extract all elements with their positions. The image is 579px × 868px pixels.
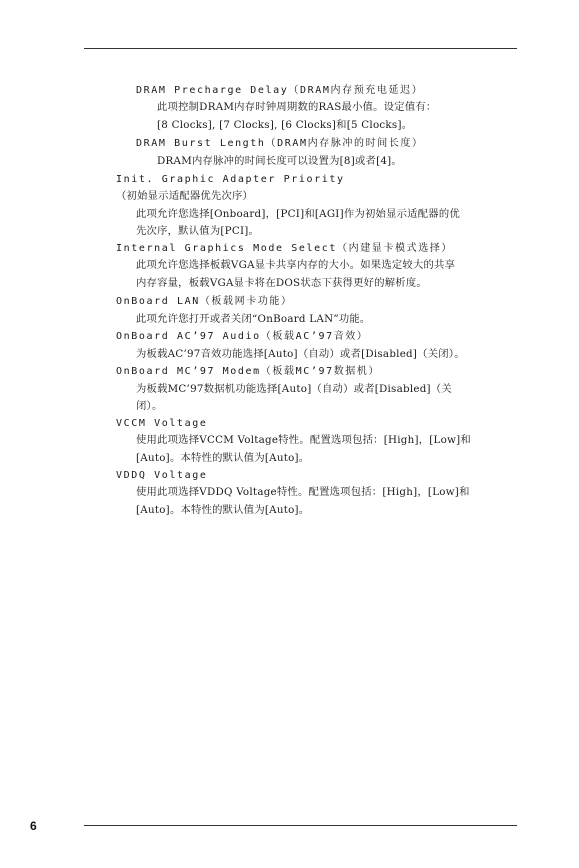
section-heading-line: VDDQ Voltage	[116, 470, 208, 481]
body-text-line: [Auto]。本特性的默认值为[Auto]。	[136, 504, 310, 516]
body-text-line: 使用此项选择VCCM Voltage特性。配置选项包括：[High]，[Low]和	[136, 434, 471, 446]
section-heading-line: DRAM Burst Length（DRAM内存脉冲的时间长度）	[136, 138, 424, 149]
body-text-line: [Auto]。本特性的默认值为[Auto]。	[136, 452, 310, 464]
body-text-line: 此项允许您打开或者关闭“OnBoard LAN”功能。	[136, 313, 371, 325]
bottom-rule	[84, 825, 517, 826]
page-number: 6	[30, 819, 37, 833]
body-text-line: 为板载MC’97数据机功能选择[Auto]（自动）或者[Disabled]（关	[136, 383, 452, 395]
body-text-line: 此项控制DRAM内存时钟周期数的RAS最小值。设定值有：	[157, 101, 437, 113]
body-text-line: 使用此项选择VDDQ Voltage特性。配置选项包括：[High]，[Low]和	[136, 486, 470, 498]
body-text-line: 闭）。	[136, 400, 163, 412]
body-text-line: 内存容量，板载VGA显卡将在DOS状态下获得更好的解析度。	[136, 277, 427, 289]
body-text-line: 此项允许您选择板载VGA显卡共享内存的大小。如果选定较大的共享	[136, 259, 456, 271]
section-heading-line: Init. Graphic Adapter Priority	[116, 174, 345, 185]
body-text-line: 此项允许您选择[Onboard]，[PCI]和[AGI]作为初始显示适配器的优	[136, 208, 460, 220]
section-heading-line: VCCM Voltage	[116, 418, 208, 429]
body-text-line: 为板载AC’97音效功能选择[Auto]（自动）或者[Disabled]（关闭）。	[136, 348, 465, 360]
section-heading-line: DRAM Precharge Delay（DRAM内存预充电延迟）	[136, 85, 424, 96]
body-text-line: 先次序，默认值为[PCI]。	[136, 225, 260, 237]
body-text-line: （初始显示适配器优先次序）	[116, 190, 254, 202]
section-heading-line: Internal Graphics Mode Select（内建显卡模式选择）	[116, 243, 453, 254]
section-heading-line: OnBoard MC’97 Modem（板载MC’97数据机）	[116, 366, 381, 377]
section-heading-line: OnBoard LAN（板载网卡功能）	[116, 296, 293, 307]
body-text-line: DRAM内存脉冲的时间长度可以设置为[8]或者[4]。	[157, 155, 402, 167]
section-heading-line: OnBoard AC’97 Audio（板载AC’97音效）	[116, 331, 369, 342]
top-rule	[84, 48, 517, 49]
body-text-line: [8 Clocks], [7 Clocks], [6 Clocks]和[5 Clocks]。	[157, 119, 413, 131]
